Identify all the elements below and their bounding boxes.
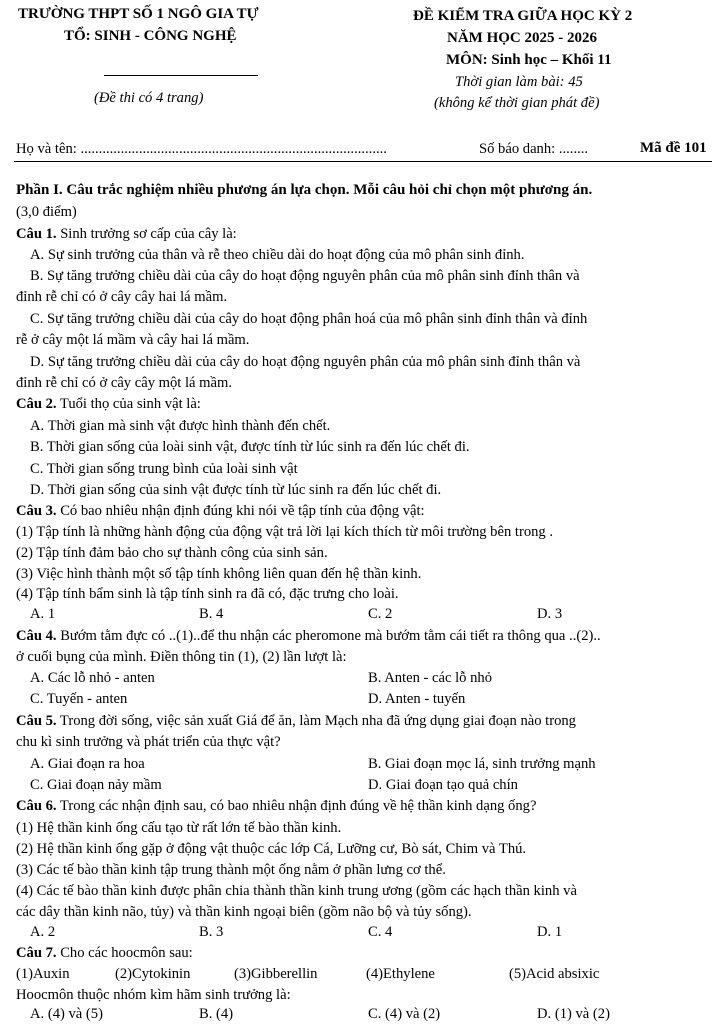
question-text: Tuổi thọ của sinh vật là: xyxy=(56,396,201,412)
q4-option-d[interactable]: D. Anten - tuyến xyxy=(368,691,466,707)
q5-option-b[interactable]: B. Giai đoạn mọc lá, sinh trưởng mạnh xyxy=(368,756,596,772)
exam-duration: Thời gian làm bài: 45 xyxy=(455,74,583,90)
q1-option-a[interactable]: A. Sự sinh trưởng của thân và rễ theo chiều dài do hoạt động của mô phân sinh đỉnh. xyxy=(30,247,525,263)
question-7 xyxy=(16,945,708,962)
question-2 xyxy=(16,396,708,413)
q1-option-d[interactable]: D. Sự tăng trưởng chiều dài của cây do hoạt động nguyên phân của mô phân sinh đỉnh thân và xyxy=(30,354,581,370)
school-year: NĂM HỌC 2025 - 2026 xyxy=(447,30,597,46)
candidate-id-field[interactable]: Số báo danh: ........ xyxy=(479,141,589,157)
q6-option-c[interactable]: C. 4 xyxy=(368,924,393,940)
q3-option-c[interactable]: C. 2 xyxy=(368,606,393,622)
q1-option-b[interactable]: B. Sự tăng trưởng chiều dài của cây do hoạt động nguyên phân của mô phân sinh đỉnh thân và xyxy=(30,268,580,284)
duration-note: (không kể thời gian phát đề) xyxy=(434,95,600,111)
q6-option-b[interactable]: B. 3 xyxy=(199,924,224,940)
question-3 xyxy=(16,503,708,520)
q7-hormone-2: (2)Cytokinin xyxy=(115,966,191,982)
q2-option-b[interactable]: B. Thời gian sống của loài sinh vật, được tính từ lúc sinh ra đến lúc chết đi. xyxy=(30,439,470,455)
pages-note: (Đề thi có 4 trang) xyxy=(94,90,204,106)
question-4 xyxy=(16,628,708,645)
q2-option-c[interactable]: C. Thời gian sống trung bình của loài sinh vật xyxy=(30,461,298,477)
question-number: Câu 5. xyxy=(16,713,57,729)
q3-statement-1: (1) Tập tính là những hành động của động vật trả lời lại kích thích từ môi trường bên trong . xyxy=(16,524,554,540)
question-text: Sinh trưởng sơ cấp của cây là: xyxy=(56,226,237,242)
question-6 xyxy=(16,798,708,815)
q3-statement-4: (4) Tập tính bẩm sinh là tập tính sinh ra đã có, đặc trưng cho loài. xyxy=(16,586,399,602)
part1-title: Phần I. Câu trắc nghiệm nhiều phương án lựa chọn. Mỗi câu hỏi chỉ chọn một phương án. xyxy=(16,182,593,198)
q1-option-c[interactable]: C. Sự tăng trưởng chiều dài của cây do hoạt động phân hoá của mô phân sinh đỉnh thân và đỉnh xyxy=(30,311,588,327)
q7-hormone-4: (4)Ethylene xyxy=(366,966,435,982)
q7-option-c[interactable]: C. (4) và (2) xyxy=(368,1006,441,1022)
q6-statement-4: (4) Các tế bào thần kinh được phân chia thành thần kinh trung ương (gồm các hạch thần kinh và xyxy=(16,883,577,899)
q3-option-d[interactable]: D. 3 xyxy=(537,606,563,622)
q3-statement-3: (3) Việc hình thành một số tập tính không liên quan đến hệ thần kinh. xyxy=(16,566,422,582)
exam-code: Mã đề 101 xyxy=(640,140,707,156)
q7-option-d[interactable]: D. (1) và (2) xyxy=(537,1006,610,1022)
q6-statement-3: (3) Các tế bào thần kinh tập trung thành một ống nằm ở phần lưng cơ thể. xyxy=(16,862,446,878)
q4-option-c[interactable]: C. Tuyến - anten xyxy=(30,691,128,707)
candidate-divider xyxy=(14,161,712,162)
candidate-name-field[interactable]: Họ và tên: .................................................................................... xyxy=(16,141,387,157)
question-text: Cho các hoocmôn sau: xyxy=(56,945,193,961)
question-text: Bướm tằm đực có ..(1)..để thu nhận các pheromone mà bướm tằm cái tiết ra thông qua ..(2).. xyxy=(56,628,601,644)
question-number: Câu 3. xyxy=(16,503,57,519)
question-text: Trong đời sống, việc sản xuất Giá để ăn, làm Mạch nha đã ứng dụng giai đoạn nào trong xyxy=(56,713,576,729)
q1-option-c-cont: rễ ở cây một lá mầm và cây hai lá mầm. xyxy=(16,332,250,348)
question-1 xyxy=(16,226,708,243)
question-number: Câu 7. xyxy=(16,945,57,961)
q1-option-d-cont: đỉnh rễ chỉ có ở cây cây một lá mầm. xyxy=(16,375,233,391)
q3-statement-2: (2) Tập tính đảm bảo cho sự thành công của sinh sản. xyxy=(16,545,328,561)
q5-option-d[interactable]: D. Giai đoạn tạo quả chín xyxy=(368,777,518,793)
header-divider xyxy=(104,75,258,76)
department-name: TỔ: SINH - CÔNG NGHỆ xyxy=(64,28,237,44)
q6-statement-2: (2) Hệ thần kinh ống gặp ở động vật thuộc các lớp Cá, Lưỡng cư, Bò sát, Chim và Thú. xyxy=(16,841,527,857)
q3-option-a[interactable]: A. 1 xyxy=(30,606,56,622)
q4-option-b[interactable]: B. Anten - các lỗ nhỏ xyxy=(368,670,493,686)
q2-option-a[interactable]: A. Thời gian mà sinh vật được hình thành đến chết. xyxy=(30,418,331,434)
exam-title: ĐỀ KIỂM TRA GIỮA HỌC KỲ 2 xyxy=(413,8,633,24)
question-text: Có bao nhiêu nhận định đúng khi nói về tập tính của động vật: xyxy=(56,503,425,519)
q1-option-b-cont: đỉnh rễ chỉ có ở cây cây hai lá mầm. xyxy=(16,289,228,305)
school-name: TRƯỜNG THPT SỐ 1 NGÔ GIA TỰ xyxy=(18,6,259,22)
q7-option-a[interactable]: A. (4) và (5) xyxy=(30,1006,103,1022)
q6-statement-1: (1) Hệ thần kinh ống cấu tạo từ rất lớn tế bào thần kinh. xyxy=(16,820,342,836)
question-number: Câu 6. xyxy=(16,798,57,814)
question-number: Câu 2. xyxy=(16,396,57,412)
q7-hormone-5: (5)Acid absixic xyxy=(509,966,600,982)
q4-option-a[interactable]: A. Các lỗ nhỏ - anten xyxy=(30,670,155,686)
question-5 xyxy=(16,713,708,730)
q2-option-d[interactable]: D. Thời gian sống của sinh vật được tính từ lúc sinh ra đến lúc chết đi. xyxy=(30,482,442,498)
q7-hormone-3: (3)Gibberellin xyxy=(234,966,318,982)
q6-statement-4-cont: các dây thần kinh não, tủy) và thần kinh ngoại biên (gồm não bộ và tủy sống). xyxy=(16,904,472,920)
q5-text-cont: chu kì sinh trưởng và phát triển của thực vật? xyxy=(16,734,281,750)
q6-option-a[interactable]: A. 2 xyxy=(30,924,56,940)
q5-option-a[interactable]: A. Giai đoạn ra hoa xyxy=(30,756,145,772)
q3-option-b[interactable]: B. 4 xyxy=(199,606,224,622)
q7-ask: Hoocmôn thuộc nhóm kìm hãm sinh trưởng là: xyxy=(16,987,291,1003)
part1-points: (3,0 điểm) xyxy=(16,204,77,220)
q7-hormone-1: (1)Auxin xyxy=(16,966,70,982)
q7-option-b[interactable]: B. (4) xyxy=(199,1006,234,1022)
q6-option-d[interactable]: D. 1 xyxy=(537,924,563,940)
q5-option-c[interactable]: C. Giai đoạn nảy mầm xyxy=(30,777,162,793)
subject: MÔN: Sinh học – Khối 11 xyxy=(446,52,612,68)
question-text: Trong các nhận định sau, có bao nhiêu nhận định đúng về hệ thần kinh dạng ống? xyxy=(56,798,537,814)
q4-text-cont: ở cuối bụng của mình. Điền thông tin (1), (2) lần lượt là: xyxy=(16,649,347,665)
question-number: Câu 4. xyxy=(16,628,57,644)
question-number: Câu 1. xyxy=(16,226,57,242)
